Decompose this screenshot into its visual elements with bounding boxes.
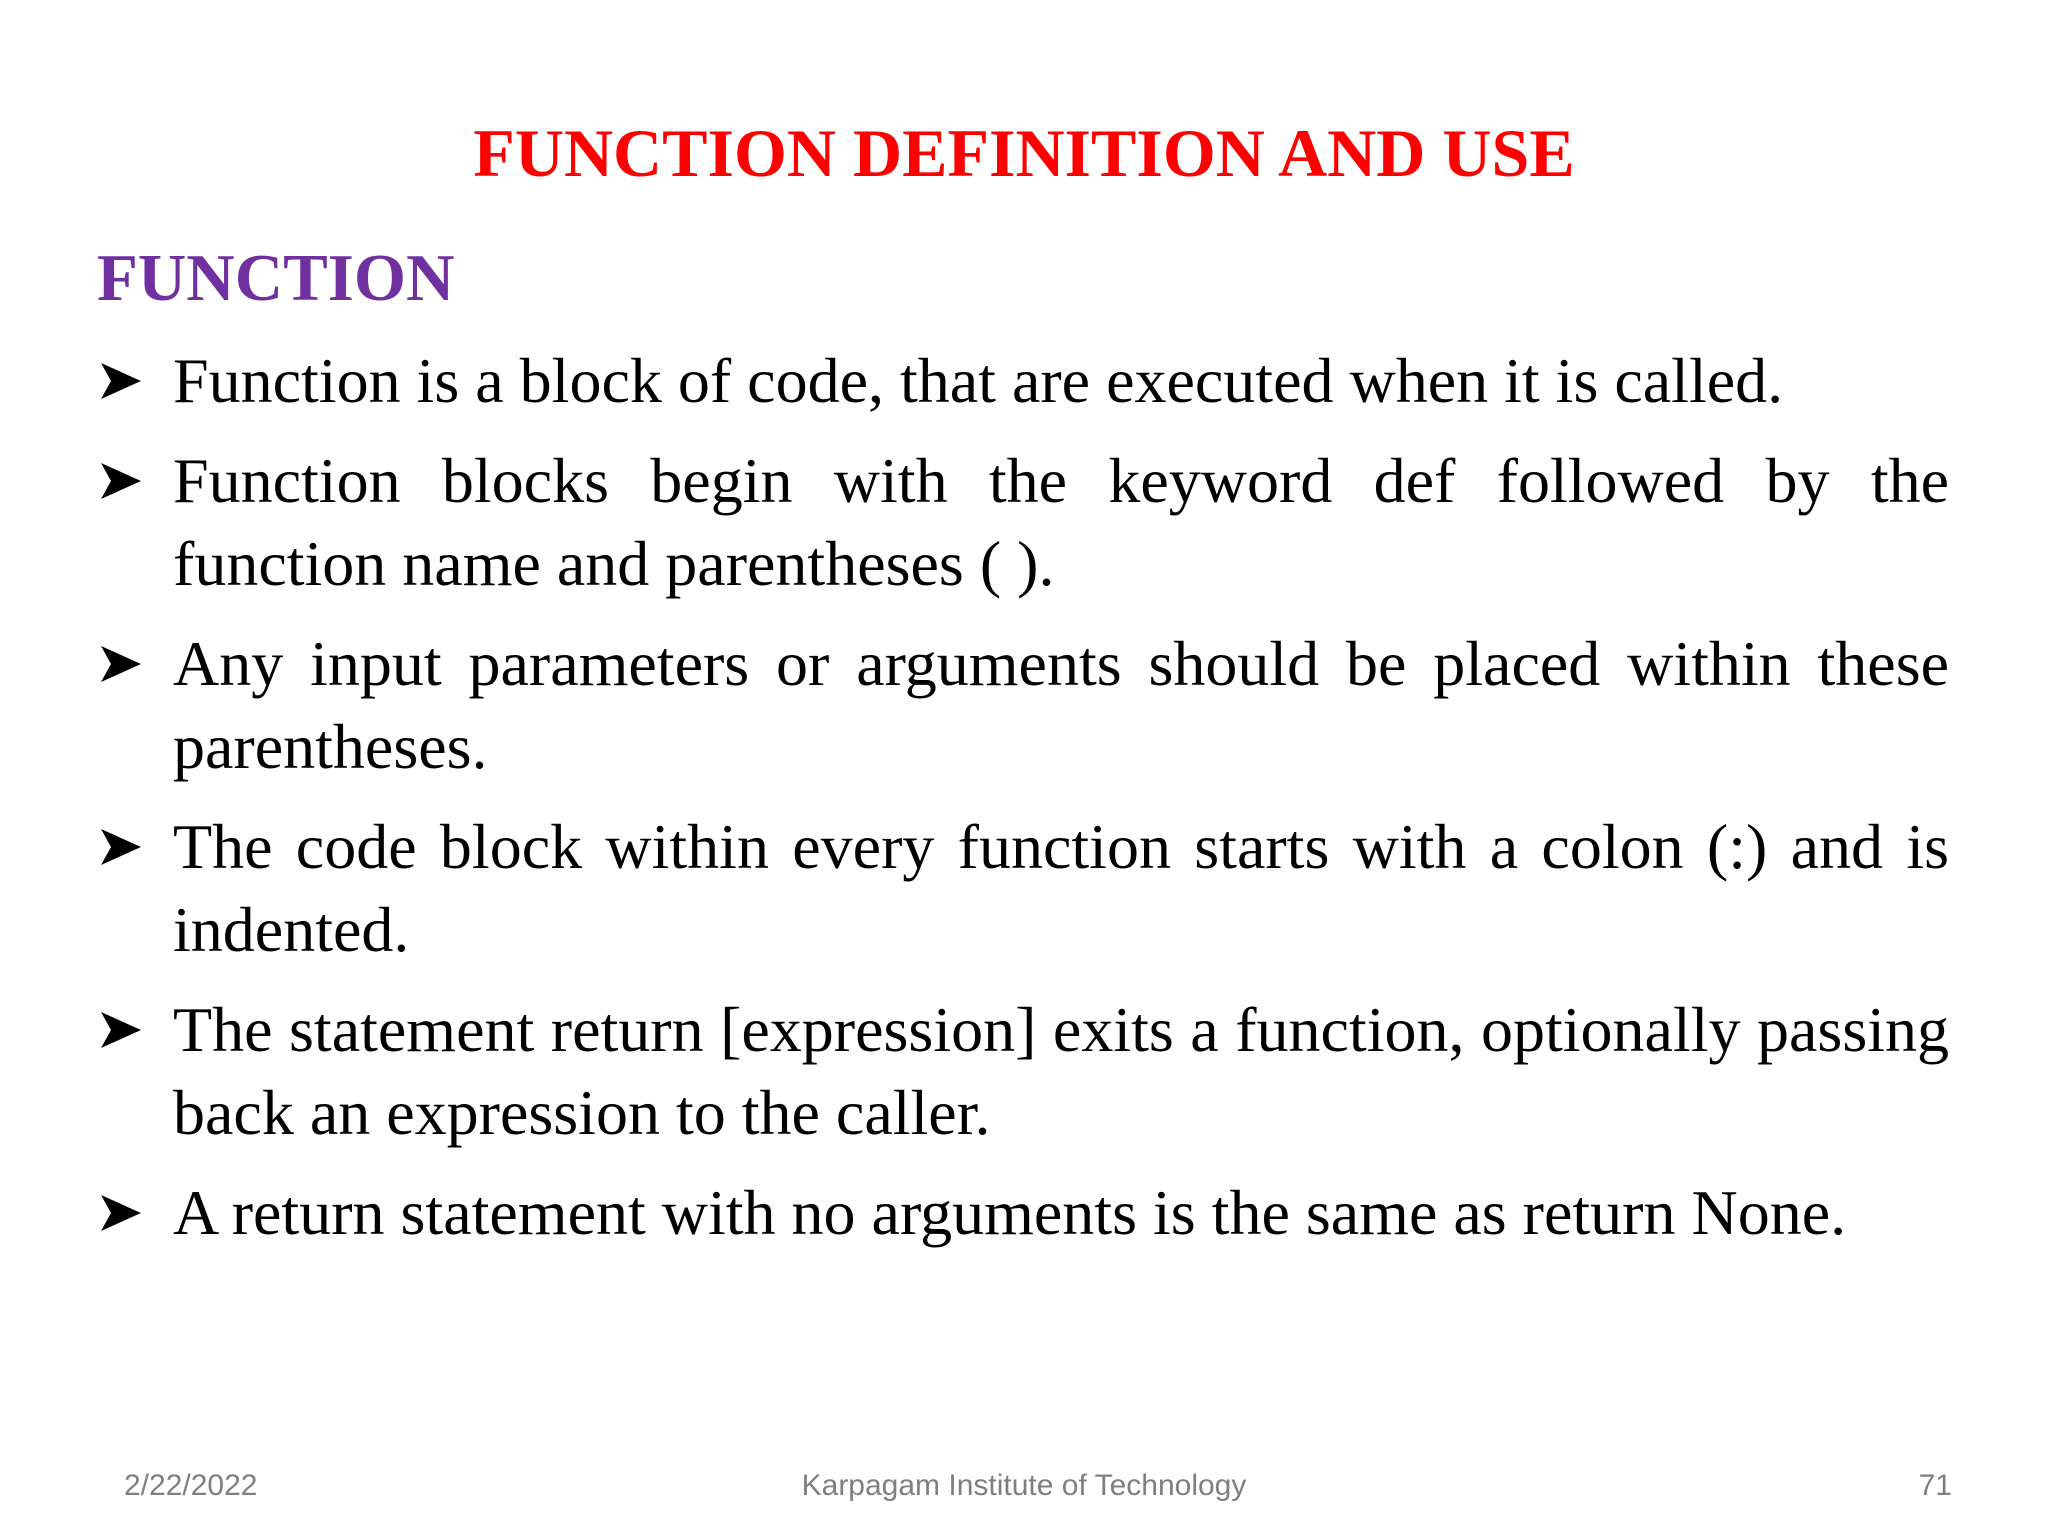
bullet-text: The code block within every function starts with a colon (:) and is indented. <box>173 811 1949 965</box>
arrowhead-bullet-icon <box>97 339 157 422</box>
bullet-text: The statement return [expression] exits a function, optionally passing back an expression to the caller. <box>173 994 1949 1148</box>
bullet-item-4 <box>97 805 1949 971</box>
footer-organization: Karpagam Institute of Technology <box>801 1469 1247 1502</box>
bullet-item-1 <box>97 339 1949 422</box>
slide-title: FUNCTION DEFINITION AND USE <box>473 115 1575 191</box>
bullet-text: A return statement with no arguments is the same as return None. <box>173 1177 1847 1248</box>
bullet-text: Function is a block of code, that are executed when it is called. <box>173 345 1784 416</box>
bullet-item-5 <box>97 988 1949 1154</box>
bullet-item-3 <box>97 622 1949 788</box>
arrowhead-bullet-icon <box>97 805 157 888</box>
bullet-text: Any input parameters or arguments should be placed within these parentheses. <box>173 628 1949 782</box>
bullet-item-2 <box>97 439 1949 605</box>
bullet-item-6 <box>97 1171 1949 1254</box>
arrowhead-bullet-icon <box>97 1171 157 1254</box>
section-heading: FUNCTION <box>97 241 455 315</box>
footer-page-number: 71 <box>1918 1469 1952 1502</box>
arrowhead-bullet-icon <box>97 622 157 705</box>
bullet-list <box>97 339 1949 1271</box>
arrowhead-bullet-icon <box>97 988 157 1071</box>
arrowhead-bullet-icon <box>97 439 157 522</box>
bullet-text: Function blocks begin with the keyword def followed by the function name and parentheses ( ). <box>173 445 1949 599</box>
footer-date: 2/22/2022 <box>124 1469 258 1502</box>
